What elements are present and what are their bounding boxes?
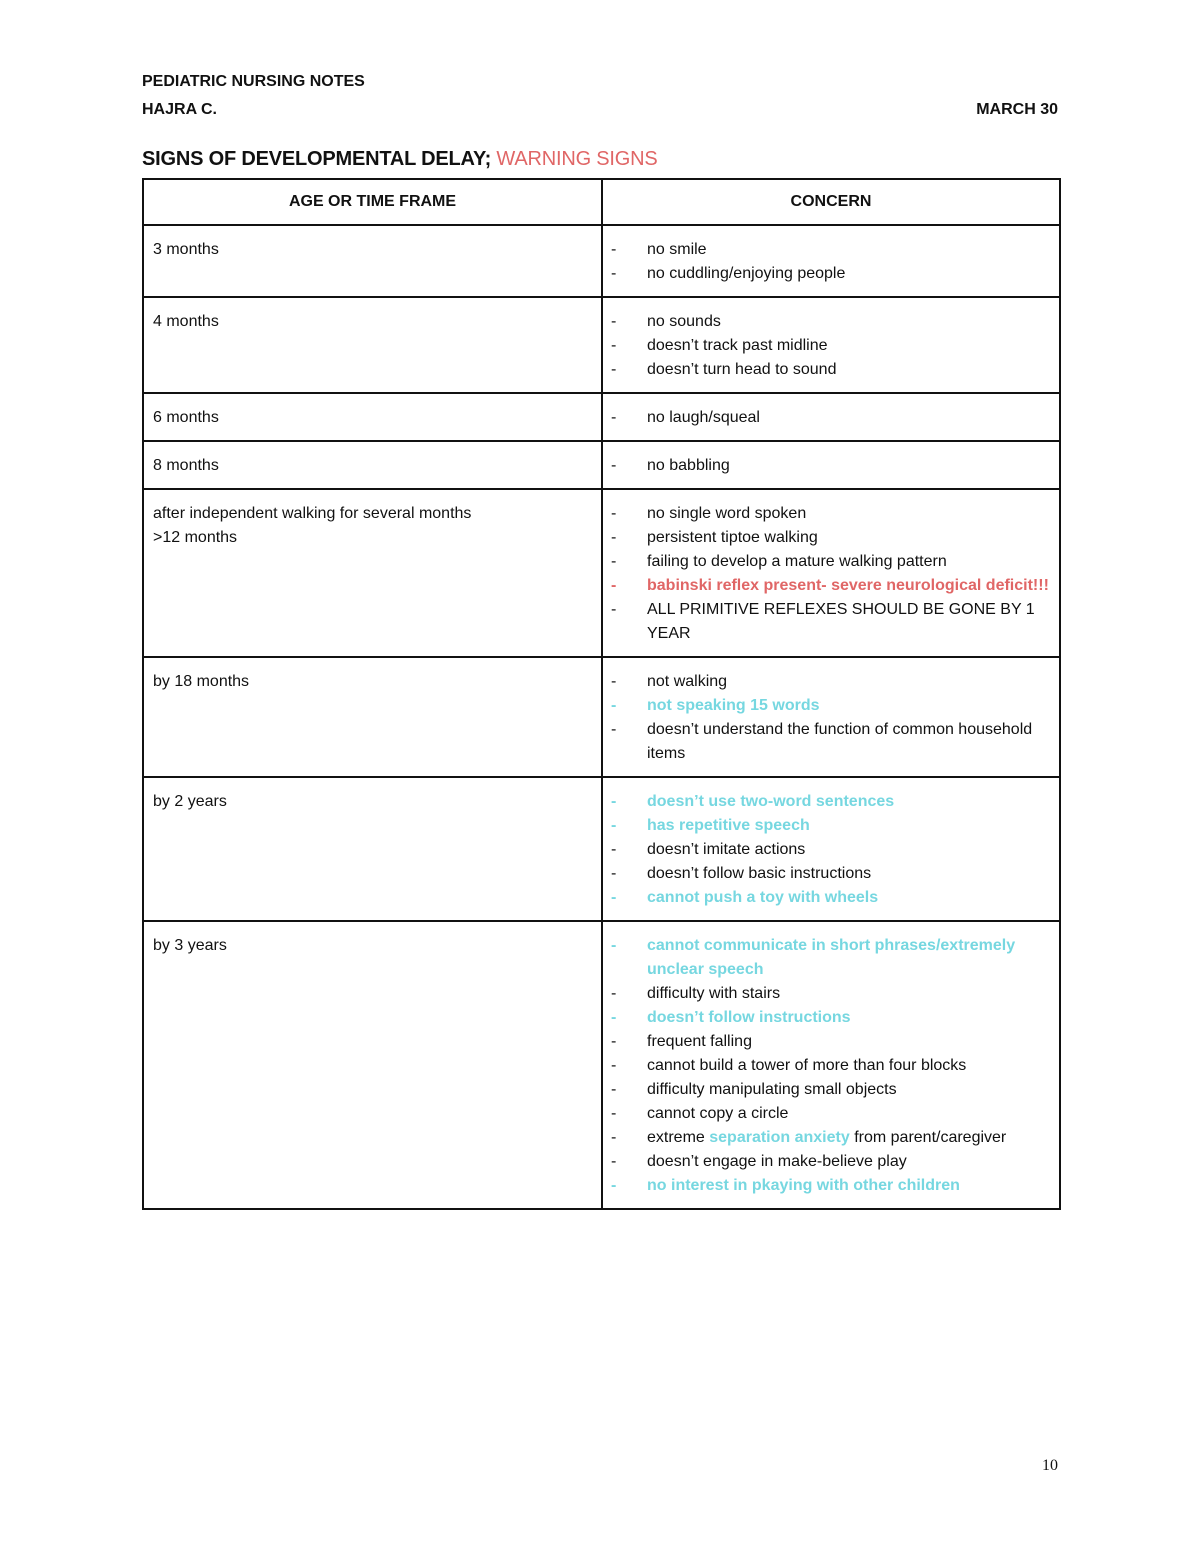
concern-cell [602,921,1060,1209]
table-header-row [143,179,1060,225]
concern-item: - doesn’t track past midline [647,334,1051,358]
age-cell [143,657,602,777]
concern-item: - has repetitive speech [647,814,1051,838]
concern-segment: separation anxiety [709,1129,850,1146]
concern-list [647,454,1051,478]
concern-list [647,238,1051,286]
table-row [143,441,1060,489]
concern-list [647,406,1051,430]
concern-item: - cannot copy a circle [647,1102,1051,1126]
table-row [143,393,1060,441]
concern-cell [602,489,1060,657]
concern-segment: from parent/caregiver [849,1129,1007,1146]
age-text: by 18 months [153,673,250,690]
header-concern: CONCERN [602,179,1060,225]
age-text: after independent walking for several months [153,505,472,522]
concern-item: - no laugh/squeal [647,406,1051,430]
header-date: MARCH 30 [976,101,1058,118]
table-row [143,225,1060,297]
table-body [143,225,1060,1209]
age-text: >12 months [153,529,238,546]
age-cell [143,393,602,441]
age-cell [143,297,602,393]
concern-item: - no babbling [647,454,1051,478]
age-text: by 2 years [153,793,227,810]
concern-item: - ALL PRIMITIVE REFLEXES SHOULD BE GONE BY 1 YEAR [647,598,1051,646]
concern-cell [602,225,1060,297]
table-row [143,297,1060,393]
concern-item: - persistent tiptoe walking [647,526,1051,550]
concern-item: - doesn’t imitate actions [647,838,1051,862]
concern-item: - doesn’t use two-word sentences [647,790,1051,814]
concern-item: - doesn’t follow instructions [647,1006,1051,1030]
concern-item: - no interest in pkaying with other children [647,1174,1051,1198]
concern-item: - difficulty with stairs [647,982,1051,1006]
header-author: HAJRA C. [142,101,217,118]
concern-item: - not walking [647,670,1051,694]
age-text: 8 months [153,457,219,474]
concern-cell [602,777,1060,921]
header-age: AGE OR TIME FRAME [143,179,602,225]
concern-item [647,1126,1051,1150]
concern-item: - no single word spoken [647,502,1051,526]
age-cell [143,225,602,297]
concern-item: - no smile [647,238,1051,262]
table-row [143,489,1060,657]
concern-item: - doesn’t understand the function of common household items [647,718,1051,766]
concern-list [647,934,1051,1198]
concern-item: - doesn’t follow basic instructions [647,862,1051,886]
concern-item: - frequent falling [647,1030,1051,1054]
concern-list [647,502,1051,646]
concern-list [647,310,1051,382]
concern-item: - doesn’t engage in make-believe play [647,1150,1051,1174]
concern-item: - failing to develop a mature walking pattern [647,550,1051,574]
age-cell [143,489,602,657]
warning-signs-table [142,178,1061,1210]
concern-item: - cannot push a toy with wheels [647,886,1051,910]
age-cell [143,921,602,1209]
concern-item: - cannot build a tower of more than four blocks [647,1054,1051,1078]
concern-segment: extreme [647,1129,710,1146]
title-main: SIGNS OF DEVELOPMENTAL DELAY; [142,148,492,170]
concern-list [647,790,1051,910]
concern-item: - babinski reflex present- severe neurological deficit!!! [647,574,1051,598]
concern-cell [602,441,1060,489]
concern-item: - difficulty manipulating small objects [647,1078,1051,1102]
concern-item: - doesn’t turn head to sound [647,358,1051,382]
age-cell [143,777,602,921]
concern-item: - no cuddling/enjoying people [647,262,1051,286]
age-text: 4 months [153,313,219,330]
table-row [143,777,1060,921]
header-title: PEDIATRIC NURSING NOTES [142,73,365,90]
age-text: by 3 years [153,937,227,954]
concern-cell [602,657,1060,777]
table-row [143,657,1060,777]
document-title [142,148,658,171]
table-row [143,921,1060,1209]
age-text: 6 months [153,409,219,426]
concern-item: - cannot communicate in short phrases/extremely unclear speech [647,934,1051,982]
concern-list [647,670,1051,766]
page-number: 10 [1042,1457,1058,1474]
concern-item: - no sounds [647,310,1051,334]
age-text: 3 months [153,241,219,258]
concern-cell [602,393,1060,441]
title-warning-signs: WARNING SIGNS [496,148,658,170]
concern-item: - not speaking 15 words [647,694,1051,718]
age-cell [143,441,602,489]
concern-cell [602,297,1060,393]
